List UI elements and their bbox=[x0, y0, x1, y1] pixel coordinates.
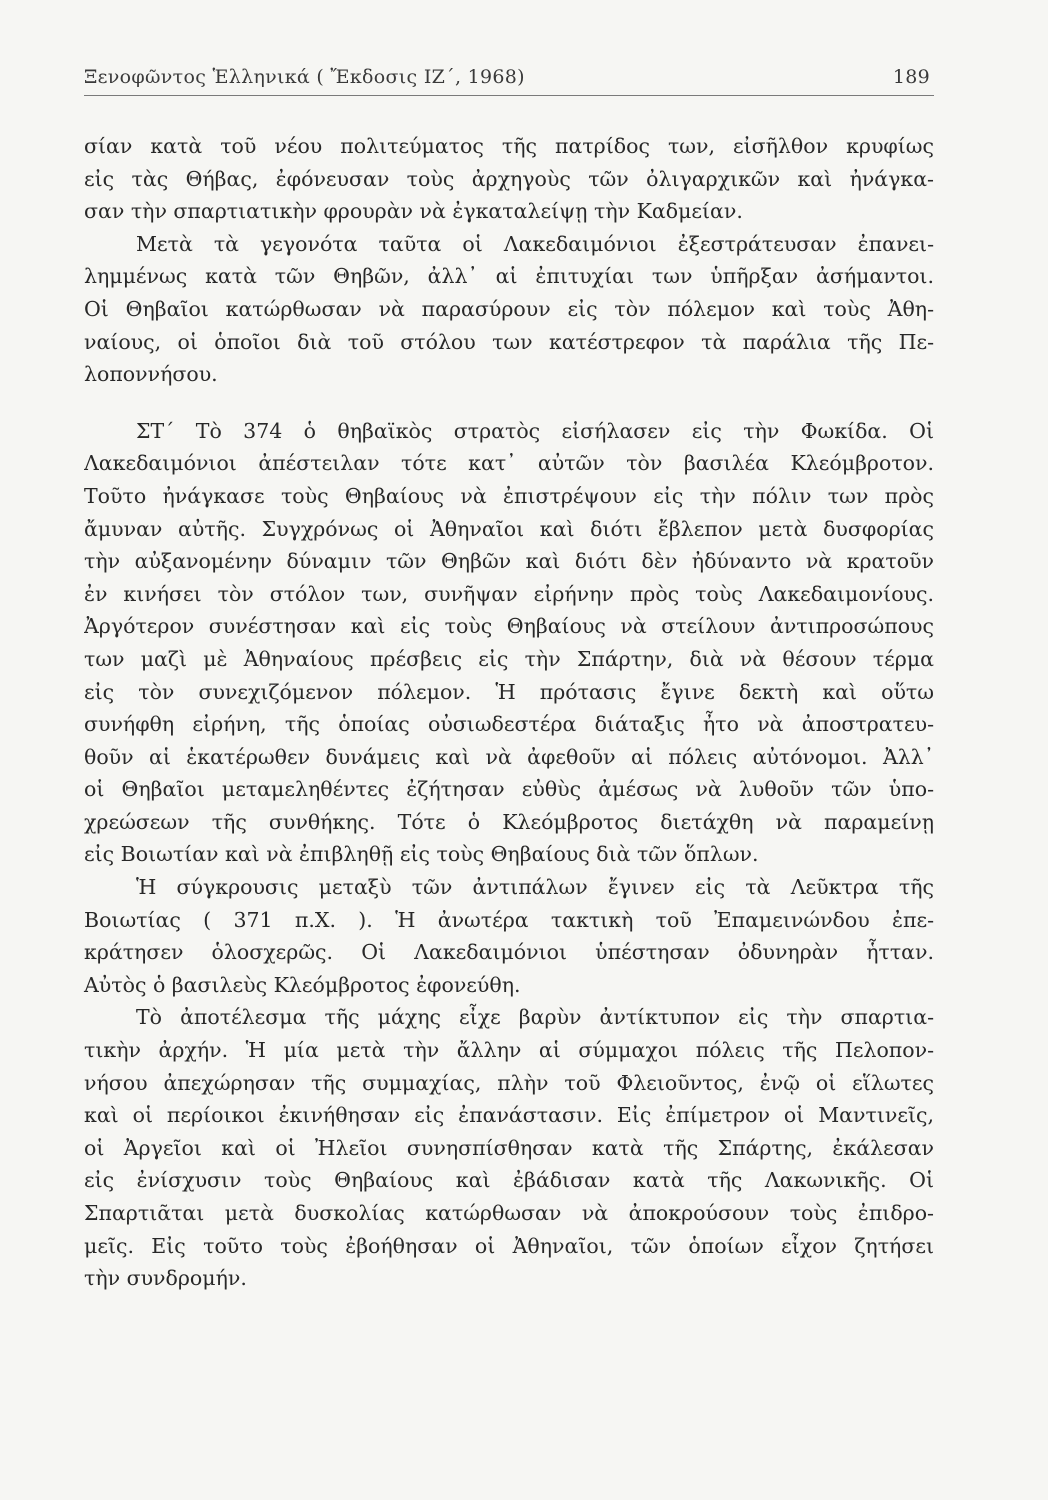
text-line: Σπαρτιᾶται μετὰ δυσκολίας κατώρθωσαν νὰ ἀποκρούσουν τοὺς ἐπιδρο- bbox=[84, 1201, 934, 1225]
text-line: σαν τὴν σπαρτιατικὴν φρουρὰν νὰ ἐγκαταλείψῃ τὴν Καδμείαν. bbox=[84, 199, 743, 224]
paragraph bbox=[84, 415, 934, 871]
body-text bbox=[84, 130, 934, 1295]
text-line: εἰς ἐνίσχυσιν τοὺς Θηβαίους καὶ ἐβάδισαν κατὰ τῆς Λακωνικῆς. Οἱ bbox=[84, 1168, 934, 1193]
text-line: Τοῦτο ἠνάγκασε τοὺς Θηβαίους νὰ ἐπιστρέψουν εἰς τὴν πόλιν των πρὸς bbox=[84, 483, 934, 508]
text-line: χρεώσεων τῆς συνθήκης. Τότε ὁ Κλεόμβροτος διετάχθη νὰ παραμείνῃ bbox=[84, 809, 934, 834]
text-line: των μαζὶ μὲ Ἀθηναίους πρέσβεις εἰς τὴν Σπάρτην, διὰ νὰ θέσουν τέρμα bbox=[84, 646, 934, 671]
paragraph-gap bbox=[84, 391, 934, 415]
text-line: Λακεδαιμόνιοι ἀπέστειλαν τότε κατ᾽ αὐτῶν τὸν βασιλέα Κλεόμβροτον. bbox=[84, 451, 934, 476]
text-line: μεῖς. Εἰς τοῦτο τοὺς ἐβοήθησαν οἱ Ἀθηναῖοι, τῶν ὁποίων εἶχον ζητήσει bbox=[84, 1233, 934, 1258]
running-title: Ξενοφῶντος Ἑλληνικά ( Ἔκδοσις ΙΖ΄, 1968) bbox=[84, 66, 525, 88]
text-line: ἄμυναν αὐτῆς. Συγχρόνως οἱ Ἀθηναῖοι καὶ διότι ἔβλεπον μετὰ δυσφορίας bbox=[84, 516, 934, 541]
text-line: τὴν αὐξανομένην δύναμιν τῶν Θηβῶν καὶ διότι δὲν ἠδύναντο νὰ κρατοῦν bbox=[84, 549, 934, 574]
text-line: ΣΤ΄ Τὸ 374 ὁ θηβαϊκὸς στρατὸς εἰσήλασεν εἰς τὴν Φωκίδα. Οἱ bbox=[136, 418, 934, 443]
text-line: Οἱ Θηβαῖοι κατώρθωσαν νὰ παρασύρουν εἰς τὸν πόλεμον καὶ τοὺς Ἀθη- bbox=[84, 296, 934, 321]
text-line: εἰς Βοιωτίαν καὶ νὰ ἐπιβληθῇ εἰς τοὺς Θηβαίους διὰ τῶν ὅπλων. bbox=[84, 842, 759, 867]
text-line: σίαν κατὰ τοῦ νέου πολιτεύματος τῆς πατρίδος των, εἰσῆλθον κρυφίως bbox=[84, 134, 934, 158]
text-line: λημμένως κατὰ τῶν Θηβῶν, ἀλλ᾽ αἱ ἐπιτυχίαι των ὑπῆρξαν ἀσήμαντοι. bbox=[84, 264, 934, 289]
text-line: ναίους, οἱ ὁποῖοι διὰ τοῦ στόλου των κατέστρεφον τὰ παράλια τῆς Πε- bbox=[84, 329, 934, 354]
text-line: Μετὰ τὰ γεγονότα ταῦτα οἱ Λακεδαιμόνιοι ἐξεστράτευσαν ἐπανει- bbox=[136, 231, 934, 256]
text-line: τὴν συνδρομήν. bbox=[84, 1266, 247, 1291]
text-line: λοποννήσου. bbox=[84, 362, 218, 387]
text-line: συνήφθη εἰρήνη, τῆς ὁποίας οὐσιωδεστέρα διάταξις ἦτο νὰ ἀποστρατευ- bbox=[84, 712, 934, 737]
text-line: τικὴν ἀρχήν. Ἡ μία μετὰ τὴν ἄλλην αἱ σύμμαχοι πόλεις τῆς Πελοπον- bbox=[84, 1038, 934, 1063]
page-number: 189 bbox=[892, 66, 930, 88]
paragraph bbox=[84, 871, 934, 1001]
paragraph bbox=[84, 228, 934, 391]
text-line: Βοιωτίας ( 371 π.Χ. ). Ἡ ἀνωτέρα τακτικὴ τοῦ Ἐπαμεινώνδου ἐπε- bbox=[84, 907, 934, 932]
text-line: Τὸ ἀποτέλεσμα τῆς μάχης εἶχε βαρὺν ἀντίκτυπον εἰς τὴν σπαρτια- bbox=[136, 1005, 934, 1030]
paragraph bbox=[84, 130, 934, 228]
text-line: κράτησεν ὁλοσχερῶς. Οἱ Λακεδαιμόνιοι ὑπέστησαν ὀδυνηρὰν ἧτταν. bbox=[84, 940, 934, 965]
text-line: Ἀργότερον συνέστησαν καὶ εἰς τοὺς Θηβαίους νὰ στείλουν ἀντιπροσώπους bbox=[84, 614, 934, 639]
text-line: Ἡ σύγκρουσις μεταξὺ τῶν ἀντιπάλων ἔγινεν εἰς τὰ Λεῦκτρα τῆς bbox=[136, 875, 934, 900]
text-line: καὶ οἱ περίοικοι ἐκινήθησαν εἰς ἐπανάστασιν. Εἰς ἐπίμετρον οἱ Μαντινεῖς, bbox=[84, 1103, 934, 1128]
paragraph bbox=[84, 1001, 934, 1294]
text-line: ἐν κινήσει τὸν στόλον των, συνῆψαν εἰρήνην πρὸς τοὺς Λακεδαιμονίους. bbox=[84, 581, 934, 606]
header-rule bbox=[84, 95, 934, 96]
text-line: νήσου ἀπεχώρησαν τῆς συμμαχίας, πλὴν τοῦ Φλειοῦντος, ἐνῷ οἱ εἵλωτες bbox=[84, 1070, 934, 1095]
text-line: θοῦν αἱ ἑκατέρωθεν δυνάμεις καὶ νὰ ἀφεθοῦν αἱ πόλεις αὐτόνομοι. Ἀλλ᾽ bbox=[84, 744, 934, 769]
text-line: Αὐτὸς ὁ βασιλεὺς Κλεόμβροτος ἐφονεύθη. bbox=[84, 972, 521, 997]
running-header bbox=[84, 60, 934, 94]
text-line: οἱ Θηβαῖοι μεταμεληθέντες ἐζήτησαν εὐθὺς ἀμέσως νὰ λυθοῦν τῶν ὑπο- bbox=[84, 777, 934, 802]
text-line: εἰς τὸν συνεχιζόμενον πόλεμον. Ἡ πρότασις ἔγινε δεκτὴ καὶ οὕτω bbox=[84, 679, 934, 704]
text-line: εἰς τὰς Θήβας, ἐφόνευσαν τοὺς ἀρχηγοὺς τῶν ὀλιγαρχικῶν καὶ ἠνάγκα- bbox=[84, 166, 934, 191]
text-line: οἱ Ἀργεῖοι καὶ οἱ Ἠλεῖοι συνησπίσθησαν κατὰ τῆς Σπάρτης, ἐκάλεσαν bbox=[84, 1135, 934, 1160]
